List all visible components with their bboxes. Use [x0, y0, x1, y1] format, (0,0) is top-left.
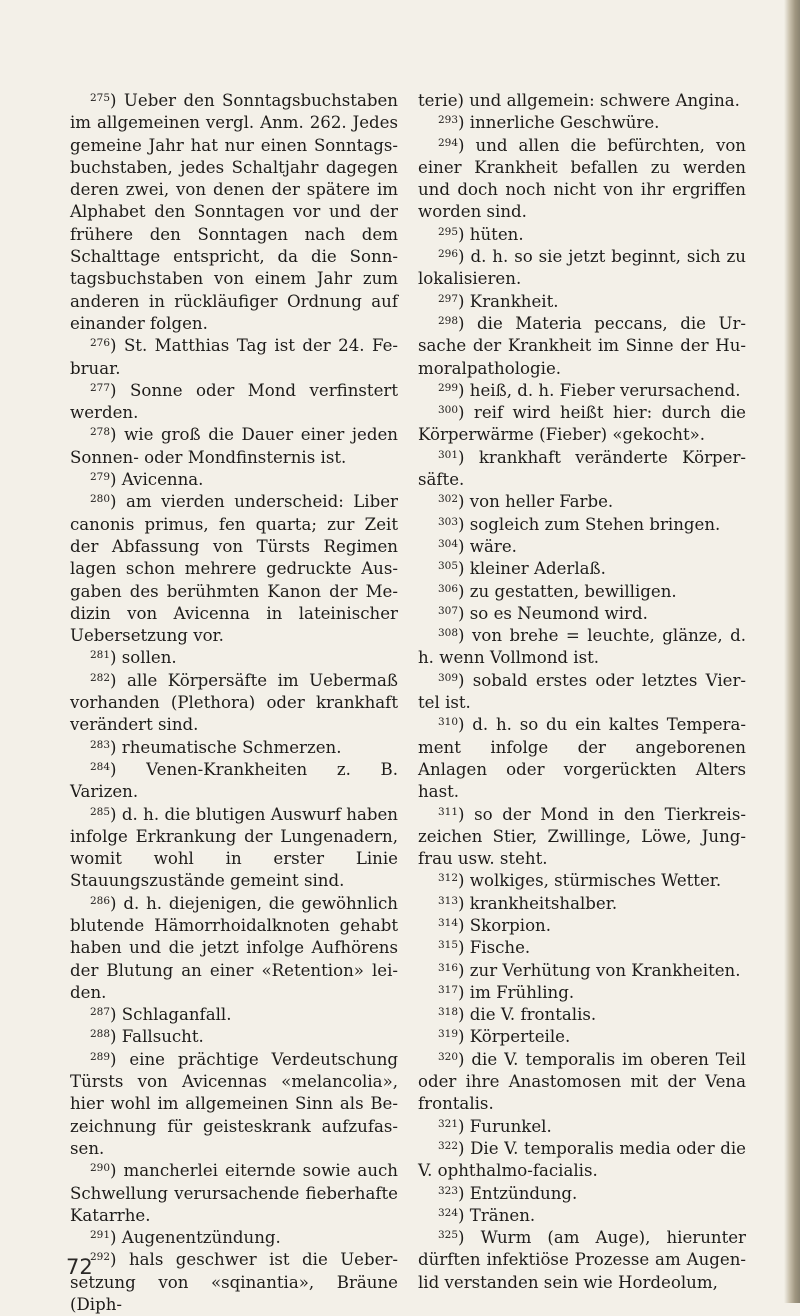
footnote-text: ) sollen.: [110, 648, 177, 668]
footnote: [418, 90, 746, 112]
footnote-text: ) innerliche Geschwüre.: [458, 113, 660, 133]
footnote-number: 275: [90, 92, 111, 104]
footnote-number: 277: [90, 381, 111, 394]
footnote: [70, 380, 398, 425]
footnote: [418, 313, 746, 380]
footnote: [70, 335, 398, 380]
footnote: [70, 647, 398, 669]
footnote-number: 294: [438, 136, 459, 149]
footnote-text: ) Fische.: [458, 938, 531, 958]
footnote: [418, 1138, 746, 1183]
footnote: [418, 893, 746, 915]
footnote-number: 290: [90, 1162, 111, 1175]
footnote: [418, 447, 746, 492]
footnote-number: 304: [438, 537, 459, 550]
footnote-text: ) sobald erstes oder letztes Viertel ist.: [418, 670, 746, 713]
footnote-text: ) von brehe = leuchte, glänze, d. h. wenn Vollmond ist.: [418, 626, 746, 668]
footnote: [70, 491, 398, 647]
footnote: [418, 714, 746, 803]
footnote-number: 282: [90, 671, 111, 684]
footnote-text: ) im Frühling.: [458, 982, 575, 1002]
footnote-text: ) und allen die befürchten, von einer Krankheit befallen zu werden und doch noch nicht von ihr ergriffen worden sind.: [418, 135, 746, 222]
footnote-number: 291: [90, 1229, 111, 1242]
footnote-number: 306: [438, 582, 459, 595]
footnote: [418, 491, 746, 513]
footnote-text: ) wolkiges, stürmisches Wetter.: [458, 871, 722, 891]
footnote-text: ) hals geschwer ist die Uebersetzung von «sqinantia», Bräune (Diph-: [70, 1250, 398, 1315]
footnote-number: 316: [438, 961, 459, 974]
footnote-text: ) Fallsucht.: [110, 1027, 204, 1047]
footnote-text: ) Die V. temporalis media oder die V. ophthalmo-facialis.: [418, 1138, 746, 1181]
footnote: [418, 1026, 746, 1048]
footnote-number: 322: [438, 1139, 459, 1152]
footnote-number: 289: [90, 1050, 111, 1063]
footnote: [418, 1227, 746, 1294]
footnote: [418, 870, 746, 892]
footnote-number: 311: [438, 805, 459, 818]
footnote: [418, 558, 746, 580]
footnote-column-right: [418, 90, 746, 1294]
footnote-text: ) d. h. so du ein kaltes Temperament infolge der angeborenen Anlagen oder vorgerückten Alters hast.: [418, 715, 746, 802]
footnote-number: 285: [90, 805, 111, 818]
footnote-text: ) heiß, d. h. Fieber verursachend.: [458, 380, 741, 400]
footnote-text: ) so der Mond in den Tierkreiszeichen Stier, Zwillinge, Löwe, Jungfrau usw. steht.: [418, 804, 746, 869]
footnote: [418, 937, 746, 959]
footnote-text: ) St. Matthias Tag ist der 24. Februar.: [70, 336, 398, 378]
footnote-text: ) d. h. die blutigen Auswurf haben infolge Erkrankung der Lungenadern, womit wohl in erster Linie Stauungszustände gemeint sind.: [70, 804, 398, 891]
footnote-text: ) d. h. diejenigen, die gewöhnlich blutende Hämorrhoidalknoten gehabt haben und die jetzt infolge Aufhörens der Blutung an einer «Retention» leiden.: [70, 893, 398, 1002]
footnote: [418, 135, 746, 224]
footnote-number: 321: [438, 1117, 459, 1130]
footnote-text: ) zu gestatten, bewilligen.: [458, 581, 677, 601]
footnote-number: 276: [90, 337, 111, 350]
footnote-text: ) so es Neumond wird.: [458, 603, 648, 623]
page-number: 72: [66, 1255, 93, 1279]
footnote: [70, 1227, 398, 1249]
footnote-number: 299: [438, 381, 459, 394]
footnote: [418, 625, 746, 670]
footnote: [70, 1004, 398, 1026]
footnote: [418, 514, 746, 536]
footnote-number: 284: [90, 760, 111, 773]
footnote-text: ) von heller Farbe.: [458, 492, 614, 512]
footnote-text: ) Furunkel.: [458, 1116, 552, 1136]
footnote-number: 309: [438, 671, 459, 684]
footnote: [418, 224, 746, 246]
footnote: [418, 536, 746, 558]
footnote-number: 287: [90, 1006, 111, 1019]
footnote: [70, 1249, 398, 1316]
footnote: [70, 737, 398, 759]
footnote: [418, 112, 746, 134]
footnote-text: ) die V. temporalis im oberen Teil oder ihre Anastomosen mit der Vena frontalis.: [418, 1049, 746, 1114]
footnote-text: ) Entzündung.: [458, 1183, 578, 1203]
footnote: [418, 1183, 746, 1205]
footnote-text: ) Tränen.: [458, 1205, 536, 1225]
footnote-text: ) d. h. so sie jetzt beginnt, sich zu lokalisieren.: [418, 247, 746, 289]
footnote-text: ) Skorpion.: [458, 915, 552, 935]
footnote: [418, 291, 746, 313]
footnote: [70, 670, 398, 737]
footnote-text: ) Ueber den Sonntagsbuchstaben im allgemeinen vergl. Anm. 262. Jedes gemeine Jahr hat nur einen Sonntagsbuchstaben, jedes Schaltjahr dagegen deren zwei, von denen der spätere im Alphabet den Sonntagen vor und der frühere den Sonntagen nach dem Schalttage entspricht, da die Sonntagsbuchstaben von einem Jahr zum anderen in rückläufiger Ordnung auf einander folgen.: [70, 91, 398, 333]
footnote: [418, 982, 746, 1004]
footnote-number: 312: [438, 872, 459, 885]
footnote-number: 280: [90, 493, 111, 506]
footnote-text: ) Avicenna.: [110, 470, 204, 490]
footnote-text: ) Krankheit.: [458, 291, 559, 311]
footnote: [70, 90, 398, 335]
footnote: [70, 1160, 398, 1227]
footnote: [418, 960, 746, 982]
footnote-text: ) hüten.: [458, 224, 524, 244]
footnote: [70, 804, 398, 893]
footnote-number: 318: [438, 1006, 459, 1019]
footnote: [418, 603, 746, 625]
footnote-number: 292: [90, 1251, 111, 1264]
footnote-number: 302: [438, 493, 459, 506]
footnote-text: ) Körperteile.: [458, 1027, 571, 1047]
footnote-text: ) zur Verhütung von Krankheiten.: [458, 960, 741, 980]
footnote-text: terie) und allgemein: schwere Angina.: [418, 91, 740, 110]
footnote: [418, 1004, 746, 1026]
footnote-text: ) mancherlei eiternde sowie auch Schwellung verursachende fieberhafte Katarrhe.: [70, 1161, 398, 1225]
footnote-text: ) rheumatische Schmerzen.: [110, 737, 342, 757]
footnote-text: ) krankheitshalber.: [458, 893, 618, 913]
footnote-text: ) die V. frontalis.: [458, 1005, 597, 1025]
footnote-text: ) sogleich zum Stehen bringen.: [458, 514, 721, 534]
footnote-number: 324: [438, 1206, 459, 1219]
footnote-number: 298: [438, 314, 459, 327]
footnote-number: 319: [438, 1028, 459, 1041]
footnote: [418, 804, 746, 871]
footnote-text: ) Venen-Krankheiten z. B. Varizen.: [70, 759, 398, 802]
footnote: [418, 581, 746, 603]
footnote-number: 323: [438, 1184, 459, 1197]
footnote-number: 313: [438, 894, 459, 907]
footnote-number: 314: [438, 916, 459, 929]
footnote: [418, 246, 746, 291]
footnote-text: ) Schlaganfall.: [110, 1005, 232, 1025]
footnote-text: ) wie groß die Dauer einer jeden Sonnen- oder Mondfinsternis ist.: [70, 425, 398, 467]
footnote-number: 283: [90, 738, 111, 751]
footnote-number: 288: [90, 1028, 111, 1041]
footnote-number: 325: [438, 1229, 459, 1242]
footnote: [70, 469, 398, 491]
footnote-number: 296: [438, 248, 459, 261]
footnote: [418, 1049, 746, 1116]
footnote: [70, 893, 398, 1004]
footnote-text: ) Sonne oder Mond verfinstert werden.: [70, 380, 398, 423]
footnote-number: 278: [90, 426, 111, 439]
footnote-number: 295: [438, 225, 459, 238]
footnote-text: ) kleiner Aderlaß.: [458, 559, 606, 579]
footnote: [418, 402, 746, 447]
footnote: [418, 670, 746, 715]
footnote-text: ) reif wird heißt hier: durch die Körperwärme (Fieber) «gekocht».: [418, 403, 746, 445]
footnote-number: 300: [438, 404, 459, 417]
footnote: [418, 380, 746, 402]
footnote-text: ) Augenentzündung.: [110, 1228, 281, 1248]
footnote: [70, 1026, 398, 1048]
footnote-text: ) krankhaft veränderte Körpersäfte.: [418, 447, 746, 490]
page-edge-shadow: [784, 0, 800, 1303]
footnote-text: ) die Materia peccans, die Ursache der Krankheit im Sinne der Humoralpathologie.: [418, 313, 746, 378]
footnote-number: 310: [438, 716, 459, 729]
footnote: [70, 1049, 398, 1160]
footnote: [70, 759, 398, 804]
footnote-text: ) alle Körpersäfte im Uebermaß vorhanden (Plethora) oder krankhaft verändert sind.: [70, 670, 398, 735]
footnote-column-left: [70, 90, 398, 1316]
footnote-number: 315: [438, 939, 459, 952]
footnote-number: 308: [438, 627, 459, 640]
footnote: [418, 1205, 746, 1227]
footnote-number: 281: [90, 649, 111, 662]
footnote-text: ) wäre.: [458, 536, 517, 556]
footnote-number: 279: [90, 471, 111, 484]
footnote-text: ) eine prächtige Verdeutschung Türsts von Avicennas «melancolia», hier wohl im allgemeinen Sinn als Bezeichnung für geisteskrank aufzufassen.: [70, 1049, 398, 1158]
footnote-number: 320: [438, 1050, 459, 1063]
footnote-number: 297: [438, 292, 459, 305]
footnote-number: 286: [90, 894, 111, 907]
footnote-number: 305: [438, 560, 459, 573]
footnote-number: 303: [438, 515, 459, 528]
footnote: [418, 915, 746, 937]
footnote-number: 307: [438, 604, 459, 617]
footnote-text: ) Wurm (am Auge), hierunter dürften infektiöse Prozesse am Augenlid verstanden sein wie Hordeolum,: [418, 1228, 746, 1292]
footnote-number: 317: [438, 983, 459, 996]
footnote: [418, 1116, 746, 1138]
footnote-text: ) am vierden underscheid: Liber canonis primus, fen quarta; zur Zeit der Abfassung von Türsts Regimen lagen schon mehrere gedruckte Ausgaben des berühmten Kanon der Medizin von Avicenna in lateinischer Uebersetzung vor.: [70, 492, 398, 646]
footnote: [70, 424, 398, 469]
footnote-number: 293: [438, 114, 459, 127]
footnote-number: 301: [438, 448, 459, 461]
